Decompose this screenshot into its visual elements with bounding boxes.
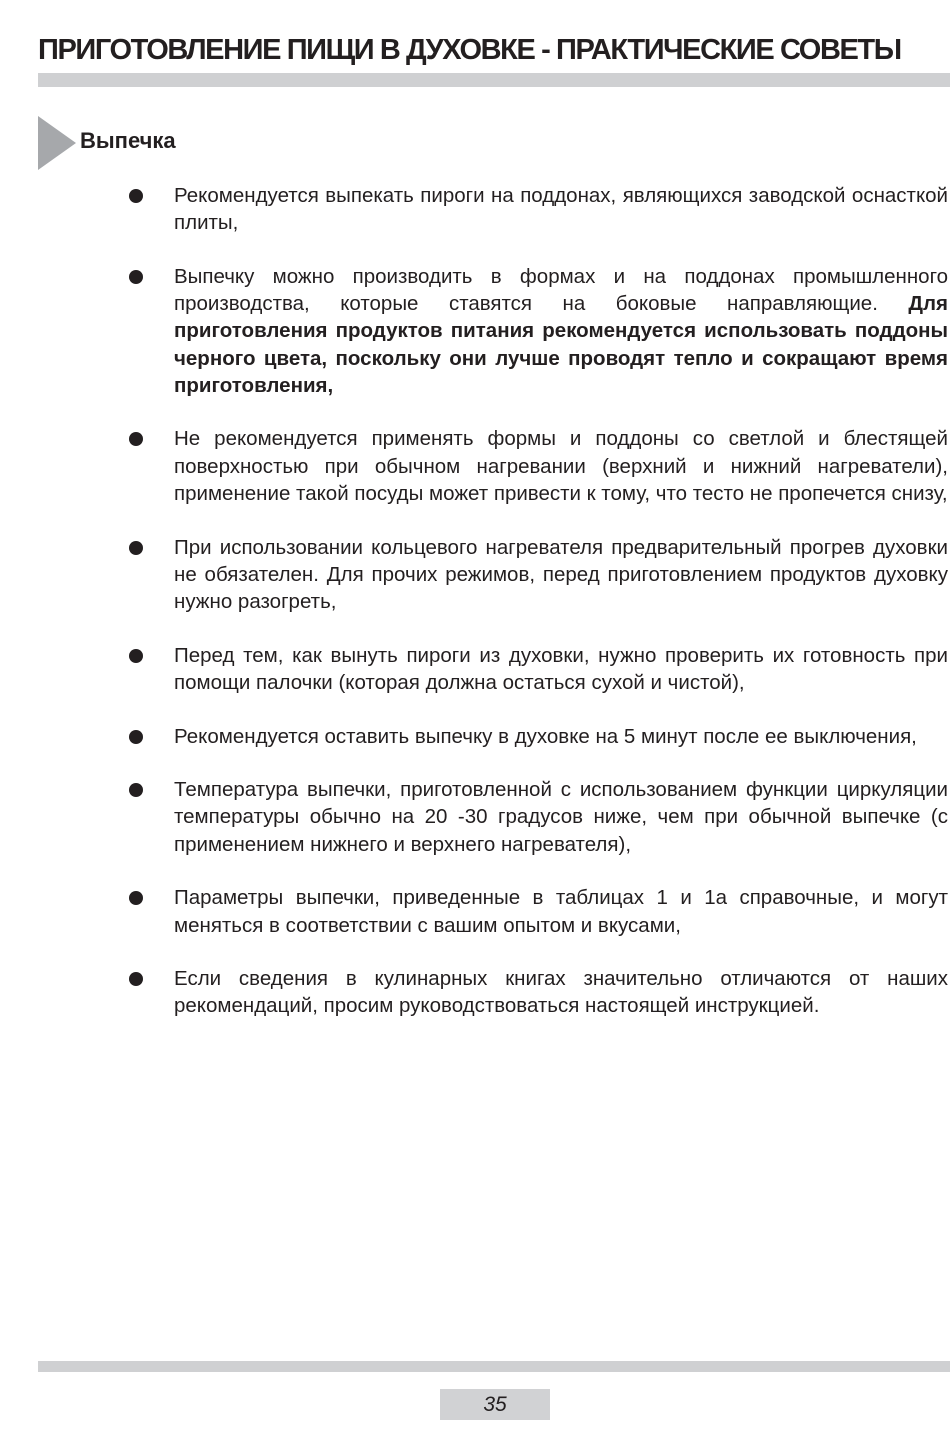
tips-list [0,182,950,1046]
list-item-regular-text: При использовании кольцевого нагревателя предварительный прогрев духовки не обязателен. Для прочих режимов, перед приготовлением продуктов духовку нужно разогреть, [174,535,948,613]
bullet-icon [129,270,143,284]
list-item-regular-text: Температура выпечки, приготовленной с использованием функции циркуляции температуры обычно на 20 -30 градусов ниже, чем при обычной выпечке (с применением нижнего и верхнего нагревателя), [174,778,948,856]
bullet-icon [129,432,143,446]
list-item-text [174,534,948,616]
page-title: ПРИГОТОВЛЕНИЕ ПИЩИ В ДУХОВКЕ - ПРАКТИЧЕСКИЕ СОВЕТЫ [38,34,901,66]
list-item-text [174,642,948,696]
list-item [0,534,950,616]
list-item-regular-text: Не рекомендуется применять формы и поддоны со светлой и блестящей поверхностью при обычном нагревании (верхний и нижний нагреватели), применение такой посуды может привести к тому, что тесто не пропечется снизу, [174,427,948,505]
bullet-icon [129,541,143,555]
list-item-text [174,965,948,1019]
list-item [0,723,950,750]
bullet-icon [129,891,143,905]
list-item-text [174,884,948,938]
section-title: Выпечка [80,128,176,153]
list-item-regular-text: Перед тем, как вынуть пироги из духовки, нужно проверить их готовность при помощи палочки (которая должна остаться сухой и чистой), [174,643,948,694]
list-item [0,965,950,1019]
list-item-regular-text: Рекомендуется оставить выпечку в духовке на 5 минут после ее выключения, [174,724,917,748]
list-item [0,642,950,696]
list-item-text [174,263,948,399]
list-item-regular-text: Если сведения в кулинарных книгах значительно отличаются от наших рекомендаций, просим руководствоваться настоящей инструкцией. [174,967,948,1018]
bullet-icon [129,649,143,663]
list-item-text [174,425,948,507]
list-item-bold-text: Для приготовления продуктов питания рекомендуется использовать поддоны черного цвета, поскольку они лучше проводят тепло и сокращают время приготовления, [174,292,948,397]
list-item-text [174,182,948,236]
list-item-text [174,776,948,858]
page-number: 35 [440,1389,550,1420]
list-item [0,884,950,938]
list-item [0,776,950,858]
bullet-icon [129,972,143,986]
list-item-regular-text: Параметры выпечки, приведенные в таблицах 1 и 1а справочные, и могут меняться в соответствии с вашим опытом и вкусами, [174,886,948,937]
triangle-right-icon [38,116,76,170]
list-item-text [174,723,948,750]
footer-divider [38,1361,950,1372]
bullet-icon [129,783,143,797]
list-item-regular-text: Выпечку можно производить в формах и на поддонах промышленного производства, которые ставятся на боковые направляющие. [174,264,948,316]
list-item [0,182,950,236]
bullet-icon [129,189,143,203]
list-item [0,425,950,507]
header-divider [38,73,950,87]
bullet-icon [129,730,143,744]
list-item-regular-text: Рекомендуется выпекать пироги на поддонах, являющихся заводской оснасткой плиты, [174,184,948,235]
list-item [0,263,950,399]
